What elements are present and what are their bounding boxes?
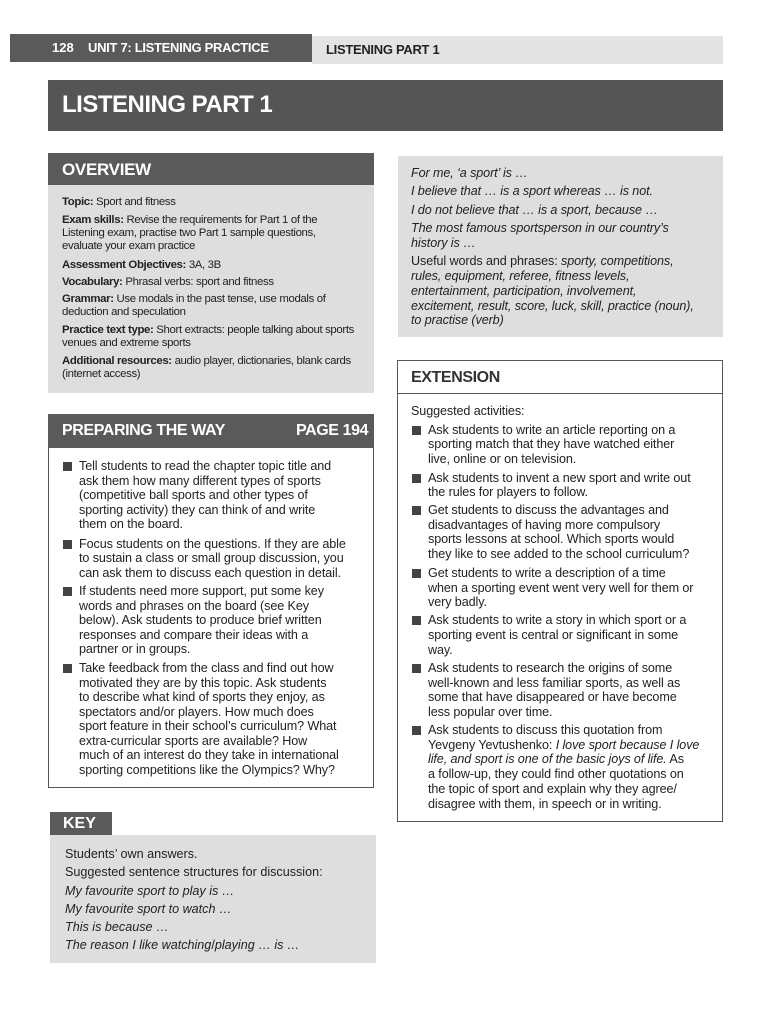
preparing-bullet-line: sporting activity) they can think of and write: [79, 503, 316, 517]
extension-quote-line: life, and sport is one of the basic joys of life. As: [428, 752, 684, 766]
useful-words-line: rules, equipment, referee, fitness levels,: [411, 269, 630, 283]
extension-bullet-line: Get students to discuss the advantages and: [428, 503, 669, 517]
overview-resources-line: (internet access): [62, 368, 141, 380]
key-line: The reason I like watching/playing … is …: [65, 938, 300, 952]
extension-bullet-line: when a sporting event went very well for them or: [428, 581, 694, 595]
key-title: KEY: [63, 815, 96, 832]
preparing-bullet-line: (competitive ball sports and other types of: [79, 488, 308, 502]
section-label: LISTENING PART 1: [326, 42, 440, 57]
preparing-bullet-line: extra-curricular sports are available? How: [79, 734, 308, 748]
page-title: LISTENING PART 1: [62, 91, 273, 118]
preparing-bullet-line: motivated they are by this topic. Ask students: [79, 676, 327, 690]
preparing-bullet-line: words and phrases on the board (see Key: [79, 599, 309, 613]
extension-quote-line: Yevgeny Yevtushenko: I love sport because I love: [428, 738, 700, 752]
extension-bullet-line: less popular over time.: [428, 705, 553, 719]
overview-exam-skills: Exam skills: Revise the requirements for Part 1 of the: [62, 214, 318, 226]
structure-line: history is …: [411, 236, 476, 250]
preparing-bullet-line: below). Ask students to produce brief written: [79, 613, 322, 627]
bullet-square-icon: [63, 462, 72, 471]
structure-line: For me, ‘a sport’ is …: [411, 166, 528, 180]
bullet-square-icon: [412, 506, 421, 515]
overview-assessment: Assessment Objectives: 3A, 3B: [62, 259, 221, 271]
extension-bullet-line: the rules for players to follow.: [428, 485, 588, 499]
overview-practice-text: Practice text type: Short extracts: people talking about sports: [62, 324, 354, 336]
unit-label: UNIT 7: LISTENING PRACTICE: [88, 40, 269, 55]
overview-exam-skills-line: Listening exam, practise two Part 1 sample questions,: [62, 227, 316, 239]
preparing-bullet-line: responses and compare their ideas with a: [79, 628, 309, 642]
useful-words-line: entertainment, participation, involvement,: [411, 284, 637, 298]
useful-words: Useful words and phrases: sporty, competitions,: [411, 254, 674, 268]
overview-title: OVERVIEW: [62, 160, 151, 179]
page-reference: PAGE 194: [296, 422, 369, 439]
extension-bullet-line: Ask students to write an article reporting on a: [428, 423, 676, 437]
preparing-bullet-line: Tell students to read the chapter topic title and: [79, 459, 332, 473]
useful-words-line: to practise (verb): [411, 313, 504, 327]
extension-bullet-line: disagree with them, in speech or in writing.: [428, 797, 662, 811]
extension-bullet-line: Get students to write a description of a time: [428, 566, 666, 580]
preparing-bullet-line: ask them how many different types of sports: [79, 474, 321, 488]
bullet-square-icon: [63, 664, 72, 673]
extension-title: EXTENSION: [411, 369, 500, 386]
preparing-bullet-line: can ask them to discuss each question in detail.: [79, 566, 341, 580]
bullet-square-icon: [412, 726, 421, 735]
page-number: 128: [52, 40, 74, 55]
extension-bullet-line: Ask students to research the origins of some: [428, 661, 673, 675]
bullet-square-icon: [412, 616, 421, 625]
overview-exam-skills-line: evaluate your exam practice: [62, 240, 196, 252]
bullet-square-icon: [412, 426, 421, 435]
extension-bullet-line: well-known and less familiar sports, as well as: [428, 676, 681, 690]
bullet-square-icon: [412, 569, 421, 578]
structure-line: The most famous sportsperson in our country’s: [411, 221, 669, 235]
preparing-bullet-line: sport feature in their school’s curriculum? What: [79, 719, 337, 733]
extension-intro: Suggested activities:: [411, 404, 525, 418]
extension-divider: [397, 393, 723, 394]
extension-bullet-line: disadvantages of having more compulsory: [428, 518, 661, 532]
extension-bullet-line: sports lessons at school. Which sports would: [428, 532, 675, 546]
extension-bullet-line: Ask students to invent a new sport and write out: [428, 471, 691, 485]
key-line: This is because …: [65, 920, 169, 934]
preparing-bullet-line: Focus students on the questions. If they are able: [79, 537, 346, 551]
extension-bullet-line: Ask students to discuss this quotation from: [428, 723, 663, 737]
preparing-bullet-line: to sustain a class or small group discussion, you: [79, 551, 344, 565]
extension-bullet-line: way.: [428, 643, 453, 657]
preparing-bullet-line: them on the board.: [79, 517, 183, 531]
overview-grammar-line: deduction and speculation: [62, 306, 186, 318]
bullet-square-icon: [412, 474, 421, 483]
preparing-bullet-line: partner or in groups.: [79, 642, 191, 656]
extension-bullet-line: they like to see added to the school curriculum?: [428, 547, 690, 561]
preparing-bullet-line: sporting competitions like the Olympics? Why?: [79, 763, 335, 777]
preparing-bullet-line: spectators and/or players. How much does: [79, 705, 314, 719]
preparing-bullet-line: to describe what kind of sports they enjoy, as: [79, 690, 325, 704]
useful-words-line: excitement, result, score, luck, skill, practice (noun),: [411, 299, 694, 313]
key-line: My favourite sport to watch …: [65, 902, 232, 916]
extension-bullet-line: a follow-up, they could find other quotations on: [428, 767, 684, 781]
extension-bullet-line: very badly.: [428, 595, 487, 609]
extension-bullet-line: the topic of sport and explain why they agree/: [428, 782, 677, 796]
structure-line: I do not believe that … is a sport, because …: [411, 203, 658, 217]
key-line: Suggested sentence structures for discussion:: [65, 865, 323, 879]
preparing-title: PREPARING THE WAY: [62, 422, 226, 439]
extension-bullet-line: live, online or on television.: [428, 452, 577, 466]
overview-topic: Topic: Sport and fitness: [62, 196, 176, 208]
overview-grammar: Grammar: Use modals in the past tense, use modals of: [62, 293, 326, 305]
key-line: My favourite sport to play is …: [65, 884, 235, 898]
extension-bullet-line: Ask students to write a story in which sport or a: [428, 613, 687, 627]
extension-bullet-line: sporting event is central or significant in some: [428, 628, 678, 642]
extension-bullet-line: some that have disappeared or have become: [428, 690, 677, 704]
preparing-bullet-line: If students need more support, put some key: [79, 584, 324, 598]
overview-vocabulary: Vocabulary: Phrasal verbs: sport and fitness: [62, 276, 274, 288]
bullet-square-icon: [63, 540, 72, 549]
structure-line: I believe that … is a sport whereas … is not.: [411, 184, 653, 198]
extension-bullet-line: sporting match that they have watched either: [428, 437, 675, 451]
key-line: Students’ own answers.: [65, 847, 198, 861]
overview-practice-text-line: venues and extreme sports: [62, 337, 191, 349]
bullet-square-icon: [412, 664, 421, 673]
preparing-bullet-line: much of an interest do they take in international: [79, 748, 339, 762]
bullet-square-icon: [63, 587, 72, 596]
preparing-bullet-line: Take feedback from the class and find out how: [79, 661, 334, 675]
overview-resources: Additional resources: audio player, dictionaries, blank cards: [62, 355, 351, 367]
